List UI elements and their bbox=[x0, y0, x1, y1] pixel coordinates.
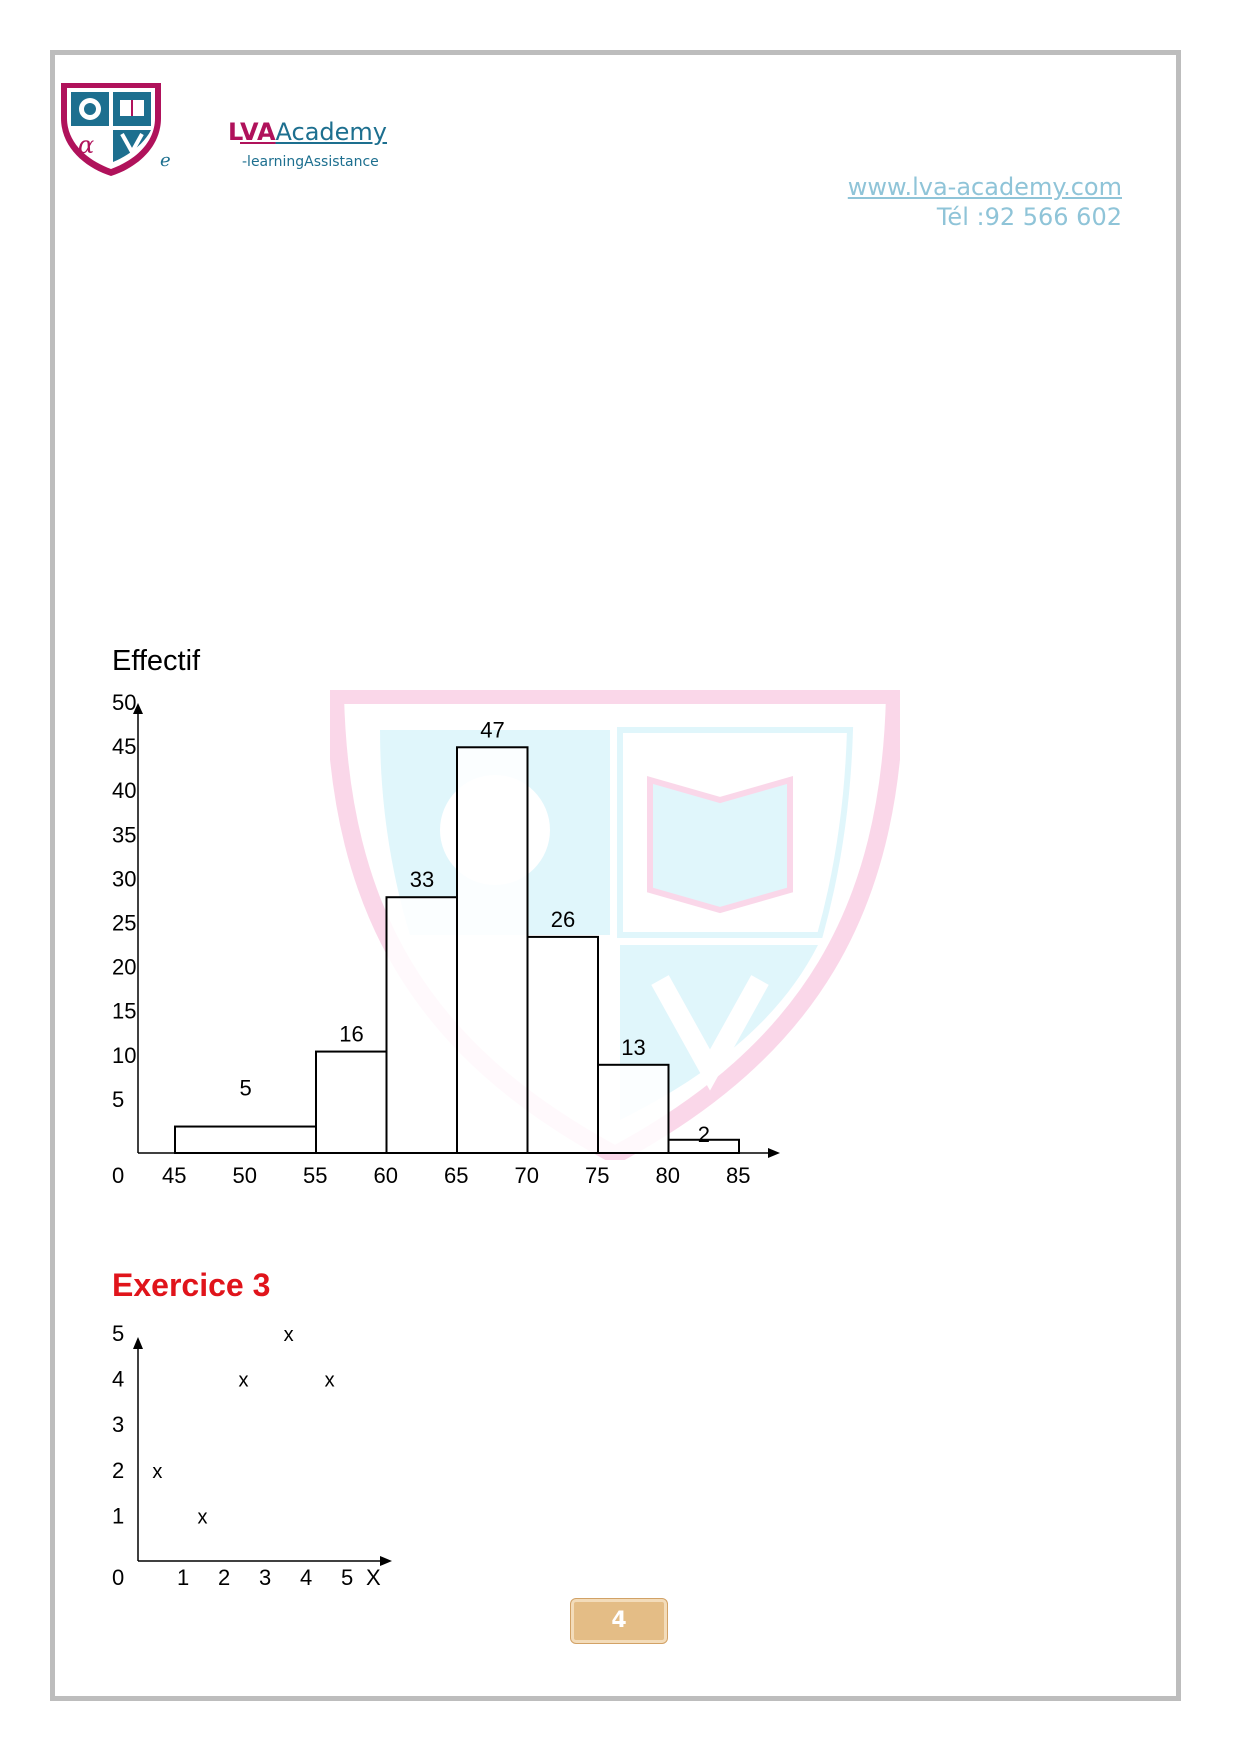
scatter-y-tick-label: 1 bbox=[112, 1503, 125, 1529]
histogram-bar bbox=[528, 937, 599, 1153]
histogram-x-tick-label: 75 bbox=[585, 1163, 610, 1188]
scatter-y-tick-label: 3 bbox=[112, 1412, 125, 1438]
histogram-bar-label: 16 bbox=[339, 1021, 364, 1047]
scatter-x-tick-label: 5 bbox=[341, 1565, 354, 1590]
histogram-x-tick-label: 80 bbox=[655, 1163, 680, 1188]
histogram-x-tick-label: 85 bbox=[726, 1163, 751, 1188]
logo-e-mark: e bbox=[160, 150, 171, 171]
histogram-bar-label: 47 bbox=[480, 717, 505, 743]
brand-part-l: L bbox=[228, 118, 240, 146]
histogram-bar-label: 26 bbox=[550, 906, 576, 932]
histogram-x-tick-label: 60 bbox=[373, 1163, 398, 1188]
svg-text:α: α bbox=[78, 131, 95, 159]
exercise-3-title: Exercice 3 bbox=[112, 1267, 271, 1303]
histogram-y-tick-label: 15 bbox=[112, 998, 137, 1024]
histogram-bar bbox=[316, 1052, 387, 1153]
scatter-y-tick-label: 2 bbox=[112, 1457, 125, 1483]
histogram-y-tick-label: 30 bbox=[112, 866, 137, 892]
histogram-y-tick-label: 40 bbox=[112, 778, 137, 804]
histogram-bar bbox=[175, 1127, 316, 1153]
scatter-y-tick-label: 4 bbox=[112, 1366, 125, 1392]
histogram-x-tick-label: 65 bbox=[444, 1163, 469, 1188]
histogram-x-tick-label: 70 bbox=[514, 1163, 539, 1188]
page-number-badge: 4 bbox=[571, 1599, 667, 1643]
histogram-y-tick-label: 20 bbox=[112, 954, 137, 980]
histogram-y-tick-label: 50 bbox=[112, 690, 137, 715]
phone-number: Tél :92 566 602 bbox=[936, 203, 1122, 231]
website-link[interactable]: www.lva-academy.com bbox=[847, 173, 1122, 201]
histogram-y-axis-title: Effectif bbox=[112, 645, 201, 677]
scatter-point: x bbox=[324, 1369, 335, 1392]
scatter-x-axis-arrow bbox=[380, 1556, 392, 1566]
histogram-bar-label: 5 bbox=[239, 1075, 252, 1101]
scatter-point: x bbox=[283, 1324, 294, 1346]
histogram-y-tick-label: 5 bbox=[112, 1086, 125, 1112]
histogram-y-tick-label: 10 bbox=[112, 1042, 137, 1068]
scatter-x-axis-label: X bbox=[366, 1565, 381, 1590]
histogram-bar bbox=[387, 897, 458, 1153]
histogram-y-tick-label: 0 bbox=[112, 1163, 125, 1188]
histogram-x-tick-label: 45 bbox=[162, 1163, 187, 1188]
histogram-bar bbox=[457, 747, 528, 1153]
histogram-bar-label: 33 bbox=[409, 867, 435, 893]
histogram-x-tick-label: 50 bbox=[232, 1163, 257, 1188]
scatter-point: x bbox=[238, 1369, 249, 1392]
scatter-x-tick-label: 4 bbox=[300, 1565, 313, 1590]
histogram-bar bbox=[598, 1065, 669, 1153]
brand-part-academy: Academy bbox=[275, 118, 388, 146]
histogram-y-tick-label: 25 bbox=[112, 910, 137, 936]
histogram-y-tick-label: 45 bbox=[112, 734, 137, 760]
histogram-y-tick-label: 35 bbox=[112, 822, 137, 848]
histogram-x-tick-label: 55 bbox=[303, 1163, 328, 1188]
brand-part-va: VA bbox=[240, 118, 276, 146]
scatter-point: x bbox=[152, 1460, 163, 1483]
histogram-bar-label: 2 bbox=[697, 1121, 710, 1147]
scatter-x-tick-label: 0 bbox=[112, 1565, 125, 1590]
histogram-bar-label: 13 bbox=[621, 1034, 646, 1060]
brand-tagline: -learningAssistance bbox=[242, 154, 379, 170]
scatter-x-tick-label: 2 bbox=[218, 1565, 231, 1590]
scatter-y-axis-arrow bbox=[133, 1337, 143, 1349]
histogram-x-axis-arrow bbox=[768, 1148, 780, 1158]
scatter-x-tick-label: 1 bbox=[177, 1565, 190, 1590]
scatter-point: x bbox=[197, 1506, 208, 1529]
scatter-x-tick-label: 3 bbox=[259, 1565, 272, 1590]
scatter-y-tick-label: 5 bbox=[112, 1321, 125, 1346]
